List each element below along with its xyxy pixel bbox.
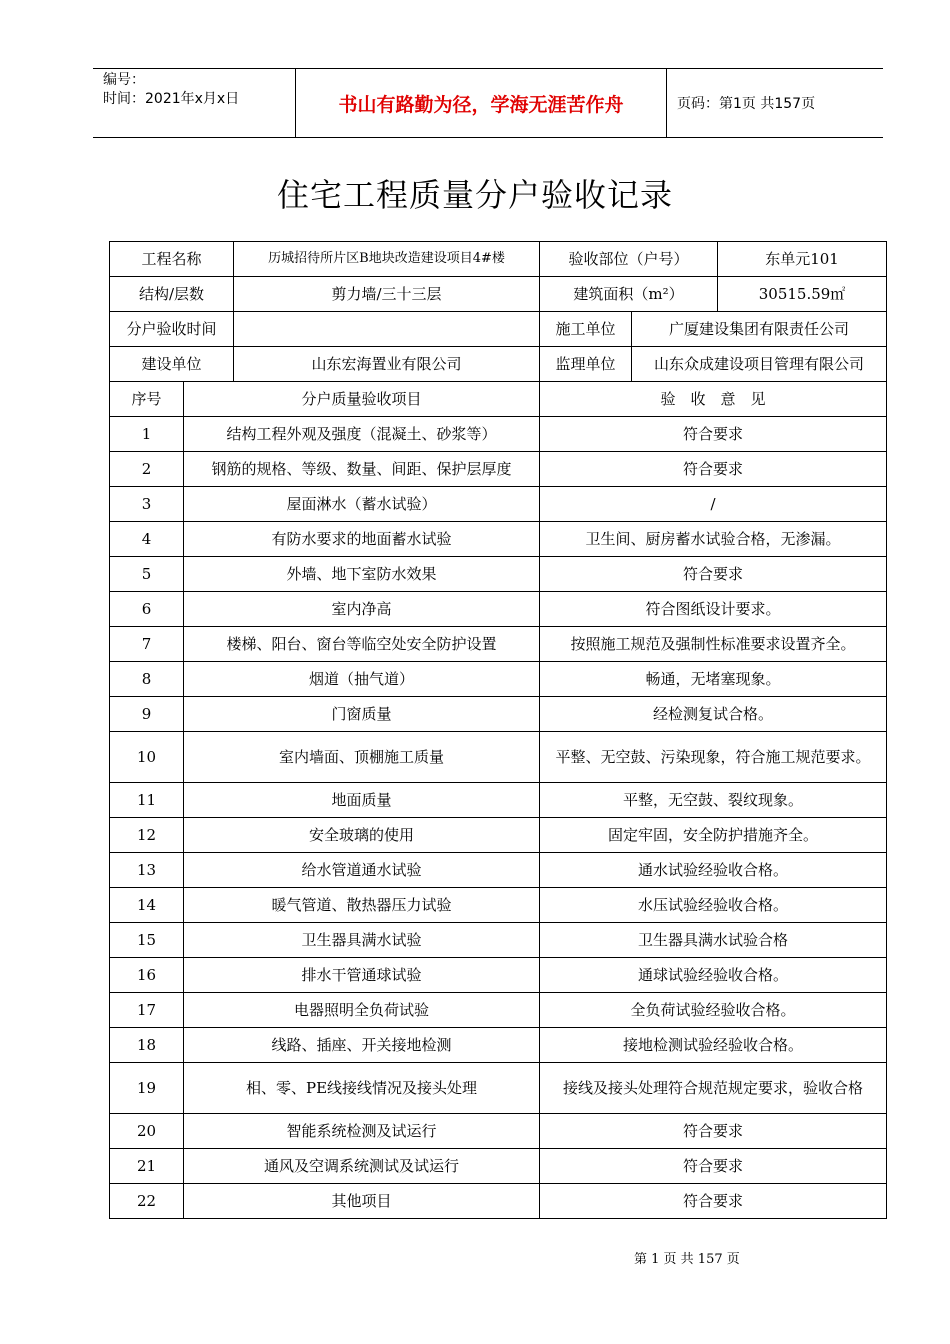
info-row [110, 312, 887, 347]
row-opinion: 接地检测试验经验收合格。 [540, 1028, 887, 1063]
row-opinion: 符合要求 [540, 417, 887, 452]
owner-label: 建设单位 [110, 347, 234, 382]
area-label: 建筑面积（m²） [540, 277, 718, 312]
row-opinion: 全负荷试验经验收合格。 [540, 993, 887, 1028]
row-number: 19 [110, 1063, 184, 1114]
row-number: 15 [110, 923, 184, 958]
row-item: 室内净高 [184, 592, 540, 627]
inspection-table [109, 241, 887, 1219]
row-item: 线路、插座、开关接地检测 [184, 1028, 540, 1063]
row-number: 13 [110, 853, 184, 888]
row-opinion: 畅通，无堵塞现象。 [540, 662, 887, 697]
page-footer: 第 1 页 共 157 页 [634, 1252, 740, 1267]
table-row [110, 487, 887, 522]
row-item: 智能系统检测及试运行 [184, 1114, 540, 1149]
row-opinion: 平整、无空鼓、污染现象，符合施工规范要求。 [540, 732, 887, 783]
row-number: 9 [110, 697, 184, 732]
table-row [110, 1063, 887, 1114]
project-name: 历城招待所片区B地块改造建设项目4#楼 [234, 242, 540, 277]
col-no-header: 序号 [110, 382, 184, 417]
row-item: 地面质量 [184, 783, 540, 818]
row-item: 楼梯、阳台、窗台等临空处安全防护设置 [184, 627, 540, 662]
table-row [110, 1114, 887, 1149]
table-row [110, 592, 887, 627]
row-item: 屋面淋水（蓄水试验） [184, 487, 540, 522]
row-number: 18 [110, 1028, 184, 1063]
table-row [110, 818, 887, 853]
col-item-header: 分户质量验收项目 [184, 382, 540, 417]
row-number: 12 [110, 818, 184, 853]
table-row [110, 853, 887, 888]
row-opinion: 固定牢固，安全防护措施齐全。 [540, 818, 887, 853]
column-header-row [110, 382, 887, 417]
row-item: 其他项目 [184, 1184, 540, 1219]
row-number: 5 [110, 557, 184, 592]
row-number: 8 [110, 662, 184, 697]
table-row [110, 993, 887, 1028]
row-item: 门窗质量 [184, 697, 540, 732]
contractor-label: 施工单位 [540, 312, 632, 347]
motto: 书山有路勤为径，学海无涯苦作舟 [295, 69, 667, 137]
row-number: 17 [110, 993, 184, 1028]
row-item: 通风及空调系统测试及试运行 [184, 1149, 540, 1184]
table-row [110, 958, 887, 993]
row-item: 钢筋的规格、等级、数量、间距、保护层厚度 [184, 452, 540, 487]
location-label: 验收部位（户号） [540, 242, 718, 277]
row-number: 3 [110, 487, 184, 522]
row-number: 20 [110, 1114, 184, 1149]
table-row [110, 522, 887, 557]
row-opinion: 经检测复试合格。 [540, 697, 887, 732]
row-opinion: 符合要求 [540, 557, 887, 592]
row-item: 给水管道通水试验 [184, 853, 540, 888]
row-item: 外墙、地下室防水效果 [184, 557, 540, 592]
info-row [110, 277, 887, 312]
table-row [110, 452, 887, 487]
table-row [110, 557, 887, 592]
row-item: 相、零、PE线接线情况及接头处理 [184, 1063, 540, 1114]
row-number: 2 [110, 452, 184, 487]
row-item: 有防水要求的地面蓄水试验 [184, 522, 540, 557]
time-label: 时间：2021年x月x日 [103, 91, 240, 107]
structure-label: 结构/层数 [110, 277, 234, 312]
supervisor-value: 山东众成建设项目管理有限公司 [632, 347, 887, 382]
structure-value: 剪力墙/三十三层 [234, 277, 540, 312]
time-value [234, 312, 540, 347]
row-item: 排水干管通球试验 [184, 958, 540, 993]
supervisor-label: 监理单位 [540, 347, 632, 382]
page-info: 页码：第1页 共157页 [677, 96, 816, 112]
number-label: 编号： [103, 72, 145, 88]
table-row [110, 697, 887, 732]
row-opinion: 符合要求 [540, 1114, 887, 1149]
table-row [110, 1184, 887, 1219]
row-opinion: 符合要求 [540, 452, 887, 487]
table-row [110, 662, 887, 697]
row-opinion: 接线及接头处理符合规范规定要求，验收合格 [540, 1063, 887, 1114]
row-opinion: 卫生器具满水试验合格 [540, 923, 887, 958]
row-number: 1 [110, 417, 184, 452]
row-item: 结构工程外观及强度（混凝土、砂浆等） [184, 417, 540, 452]
table-row [110, 1149, 887, 1184]
location-value: 东单元101 [718, 242, 887, 277]
row-opinion: / [540, 487, 887, 522]
row-item: 卫生器具满水试验 [184, 923, 540, 958]
row-opinion: 通球试验经验收合格。 [540, 958, 887, 993]
row-opinion: 符合图纸设计要求。 [540, 592, 887, 627]
row-opinion: 符合要求 [540, 1184, 887, 1219]
project-name-label: 工程名称 [110, 242, 234, 277]
row-item: 电器照明全负荷试验 [184, 993, 540, 1028]
row-opinion: 水压试验经验收合格。 [540, 888, 887, 923]
row-item: 室内墙面、顶棚施工质量 [184, 732, 540, 783]
table-row [110, 627, 887, 662]
time-label-cell: 分户验收时间 [110, 312, 234, 347]
row-number: 4 [110, 522, 184, 557]
row-number: 10 [110, 732, 184, 783]
page-header [93, 68, 883, 138]
table-row [110, 732, 887, 783]
row-number: 11 [110, 783, 184, 818]
table-row [110, 888, 887, 923]
row-opinion: 平整，无空鼓、裂纹现象。 [540, 783, 887, 818]
table-row [110, 417, 887, 452]
col-opinion-header: 验 收 意 见 [540, 382, 887, 417]
row-number: 14 [110, 888, 184, 923]
table-row [110, 783, 887, 818]
owner-value: 山东宏海置业有限公司 [234, 347, 540, 382]
row-item: 烟道（抽气道） [184, 662, 540, 697]
table-row [110, 923, 887, 958]
row-number: 6 [110, 592, 184, 627]
row-opinion: 通水试验经验收合格。 [540, 853, 887, 888]
info-row [110, 347, 887, 382]
row-item: 暖气管道、散热器压力试验 [184, 888, 540, 923]
header-left [93, 69, 295, 137]
row-opinion: 符合要求 [540, 1149, 887, 1184]
row-number: 7 [110, 627, 184, 662]
info-row [110, 242, 887, 277]
row-number: 16 [110, 958, 184, 993]
row-number: 22 [110, 1184, 184, 1219]
row-number: 21 [110, 1149, 184, 1184]
row-opinion: 按照施工规范及强制性标准要求设置齐全。 [540, 627, 887, 662]
area-value: 30515.59㎡ [718, 277, 887, 312]
contractor-value: 广厦建设集团有限责任公司 [632, 312, 887, 347]
document-title: 住宅工程质量分户验收记录 [276, 176, 673, 214]
row-opinion: 卫生间、厨房蓄水试验合格，无渗漏。 [540, 522, 887, 557]
table-row [110, 1028, 887, 1063]
row-item: 安全玻璃的使用 [184, 818, 540, 853]
